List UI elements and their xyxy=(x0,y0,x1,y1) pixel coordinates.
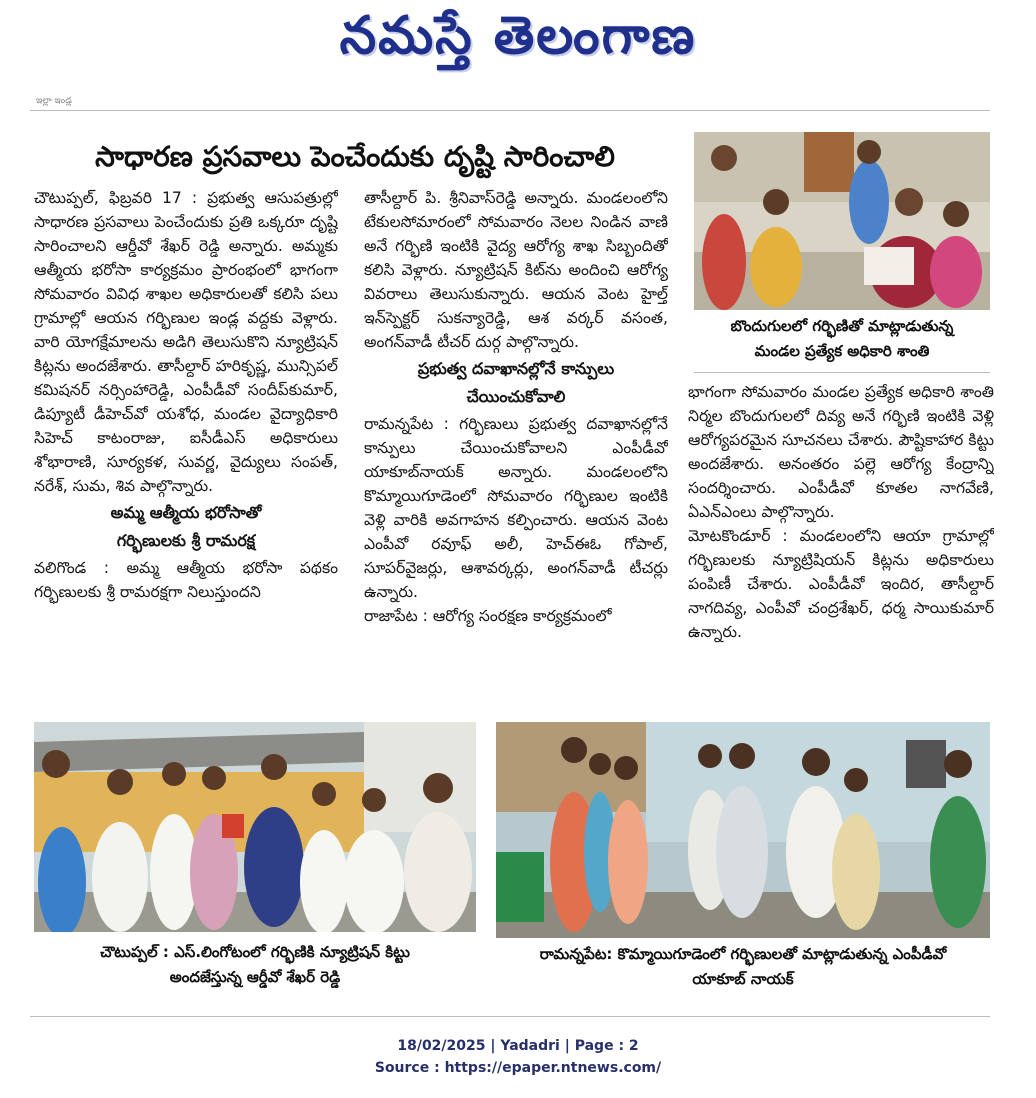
footer-date-edition: 18/02/2025 | Yadadri | Page : 2 xyxy=(397,1038,639,1054)
paragraph-motakondur: మోటకొండూర్ : మండలంలోని ఆయా గ్రామాల్లో గర్భిణులకు న్యూట్రిషియన్ కిట్లను అధికారులు పంపిణీ చేశారు. ఎంపీడీవో ఇందిర, తాసీల్దార్ నాగదివ్య, ఎంపీవో చంద్రశేఖర్, ధర్మ సాయికుమార్ ఉన్నారు. xyxy=(688,527,994,641)
masthead xyxy=(0,0,1036,78)
masthead-logo: నమస్తే తెలంగాణ xyxy=(339,6,697,66)
caption-bondugula-line-1: బొందుగులలో గర్భిణితో మాట్లాడుతున్న xyxy=(730,317,954,335)
photo-choutuppal xyxy=(34,722,476,932)
caption-ramannapeta xyxy=(496,942,990,996)
subheading-1-line-2: గర్భిణులకు శ్రీ రామరక్ష xyxy=(116,531,256,550)
article-column-2 xyxy=(364,186,668,712)
subheading-1-line-1: అమ్మ ఆత్మీయ భరోసాతో xyxy=(110,503,262,522)
photo-bondugula xyxy=(694,132,990,310)
caption-choutuppal-line-1: చౌటుప్పల్ : ఎస్.లింగోటంలో గర్భిణికి న్యూట్రిషన్ కిట్టు xyxy=(100,943,410,961)
photo-ramannapeta-illustration xyxy=(496,722,990,938)
paragraph-tekulasomaram: తాసీల్దార్ పి. శ్రీనివాస్‌రెడ్డి అన్నారు. మండలంలోని టేకులసోమారంలో సోమవారం నెలల నిండిన వాణి అనే గర్భిణి ఇంటికి వైద్య ఆరోగ్య శాఖ సిబ్బందితో కలిసి వెళ్లారు. న్యూట్రిషన్ కిట్‌ను అందించి ఆరోగ్య వివరాలు తెలుసుకున్నారు. ఆయన వెంట హైల్త్ ఇన్‌స్పెక్టర్ సుకన్యారెడ్డి, ఆశ వర్కర్ వసంత, అంగన్‌వాడీ టీచర్ దుర్గ పాల్గొన్నారు. xyxy=(364,189,668,351)
paragraph-rajapeta: రాజాపేట : ఆరోగ్య సంరక్షణ కార్యక్రమంలో xyxy=(364,607,612,625)
photo-choutuppal-illustration xyxy=(34,722,476,932)
article-column-1 xyxy=(34,186,338,712)
subheading-2-line-2: చేయించుకోవాలి xyxy=(466,387,566,406)
article-headline: సాధారణ ప్రసవాలు పెంచేందుకు దృష్టి సారించాలి xyxy=(95,140,615,173)
caption-ramannapeta-line-2: యాకూబ్ నాయక్ xyxy=(692,970,794,988)
caption-choutuppal-line-2: అందజేస్తున్న ఆర్డీవో శేఖర్ రెడ్డి xyxy=(169,968,341,986)
footer-source: Source : https://epaper.ntnews.com/ xyxy=(374,1060,662,1076)
caption-ramannapeta-line-1: రామన్నపేట: కొమ్మాయిగూడెంలో గర్భిణులతో మాట్లాడుతున్న ఎంపీడీవో xyxy=(539,945,947,963)
caption-divider xyxy=(694,372,990,373)
caption-bondugula-line-2: మండల ప్రత్యేక అధికారి శాంతి xyxy=(754,342,930,360)
paragraph-choutuppal: చౌటుప్పల్, ఫిబ్రవరి 17 : ప్రభుత్వ ఆసుపత్రుల్లో సాధారణ ప్రసవాలు పెంచేందుకు ప్రతి ఒక్కరూ దృష్టి సారించాలని ఆర్డీవో శేఖర్ రెడ్డి అన్నారు. అమ్మకు ఆత్మీయ భరోసా కార్యక్రమం ప్రారంభంలో భాగంగా సోమవారం వివిధ శాఖల అధికారులతో కలిసి పలు గ్రామాల్లో ఆయన గర్భిణుల ఇండ్ల వద్దకు వెళ్లారు. వారి యోగక్షేమాలను అడిగి తెలుసుకొని న్యూట్రిషన్ కిట్లను అందజేశారు. తాసీల్దార్ హరికృష్ణ, మున్సిపల్ కమిషనర్ నర్సింహారెడ్డి, ఎంపీడీవో సందీప్‌కుమార్, డిప్యూటీ డీహెచ్‌వో యశోధ, మండల వైద్యాధికారి సిహెచ్ కాటంరాజు, ఐసీడీఎస్ అధికారులు శోభారాణి, సూర్యకళ, సువర్ణ, వైద్యులు సంపత్, నరేశ్, సుమ, శివ పాల్గొన్నారు. xyxy=(34,189,338,495)
paragraph-ramannapeta: రామన్నపేట : గర్భిణులు ప్రభుత్వ దవాఖానల్లోనే కాన్పులు చేయించుకోవాలని ఎంపీడీవో యాకూబ్‌నాయక్ అన్నారు. మండలంలోని కొమ్మాయిగూడెంలో సోమవారం గర్భిణుల ఇంటికి వెళ్లి వారికి అవగాహన కల్పించారు. ఆయన వెంట ఎంపీవో రవూఫ్ అలీ, హెచ్ఈఓ గోపాల్, సూపర్‌వైజర్లు, ఆశావర్కర్లు, అంగన్‌వాడీ టీచర్లు ఉన్నారు. xyxy=(364,415,668,601)
paragraph-valigonda: వలిగొండ : అమ్మ ఆత్మీయ భరోసా పథకం గర్భిణులకు శ్రీ రామరక్షగా నిలుస్తుందని xyxy=(34,559,338,601)
top-divider xyxy=(30,110,990,111)
top-strip-text: ఇల్లా ఇండ్ల xyxy=(36,96,72,106)
paragraph-bondugula: భాగంగా సోమవారం మండల ప్రత్యేక అధికారి శాంతి నిర్మల బొందుగులలో దివ్య అనే గర్భిణి ఇంటికి వెళ్లి ఆరోగ్యపరమైన సూచనలు చేశారు. పౌష్టికాహార కిట్టు అందజేశారు. అనంతరం పల్లె ఆరోగ్య కేంద్రాన్ని సందర్శించారు. ఎంపీడీవో కూతల నాగవేణి, ఏఎన్ఎంలు పాల్గొన్నారు. xyxy=(688,383,994,521)
caption-bondugula xyxy=(694,314,990,368)
photo-ramannapeta xyxy=(496,722,990,938)
caption-choutuppal xyxy=(34,940,476,994)
bottom-divider xyxy=(30,1016,990,1017)
article-column-3 xyxy=(688,380,994,712)
subheading-2-line-1: ప్రభుత్వ దవాఖానల్లోనే కాన్పులు xyxy=(417,359,615,378)
photo-bondugula-illustration xyxy=(694,132,990,310)
